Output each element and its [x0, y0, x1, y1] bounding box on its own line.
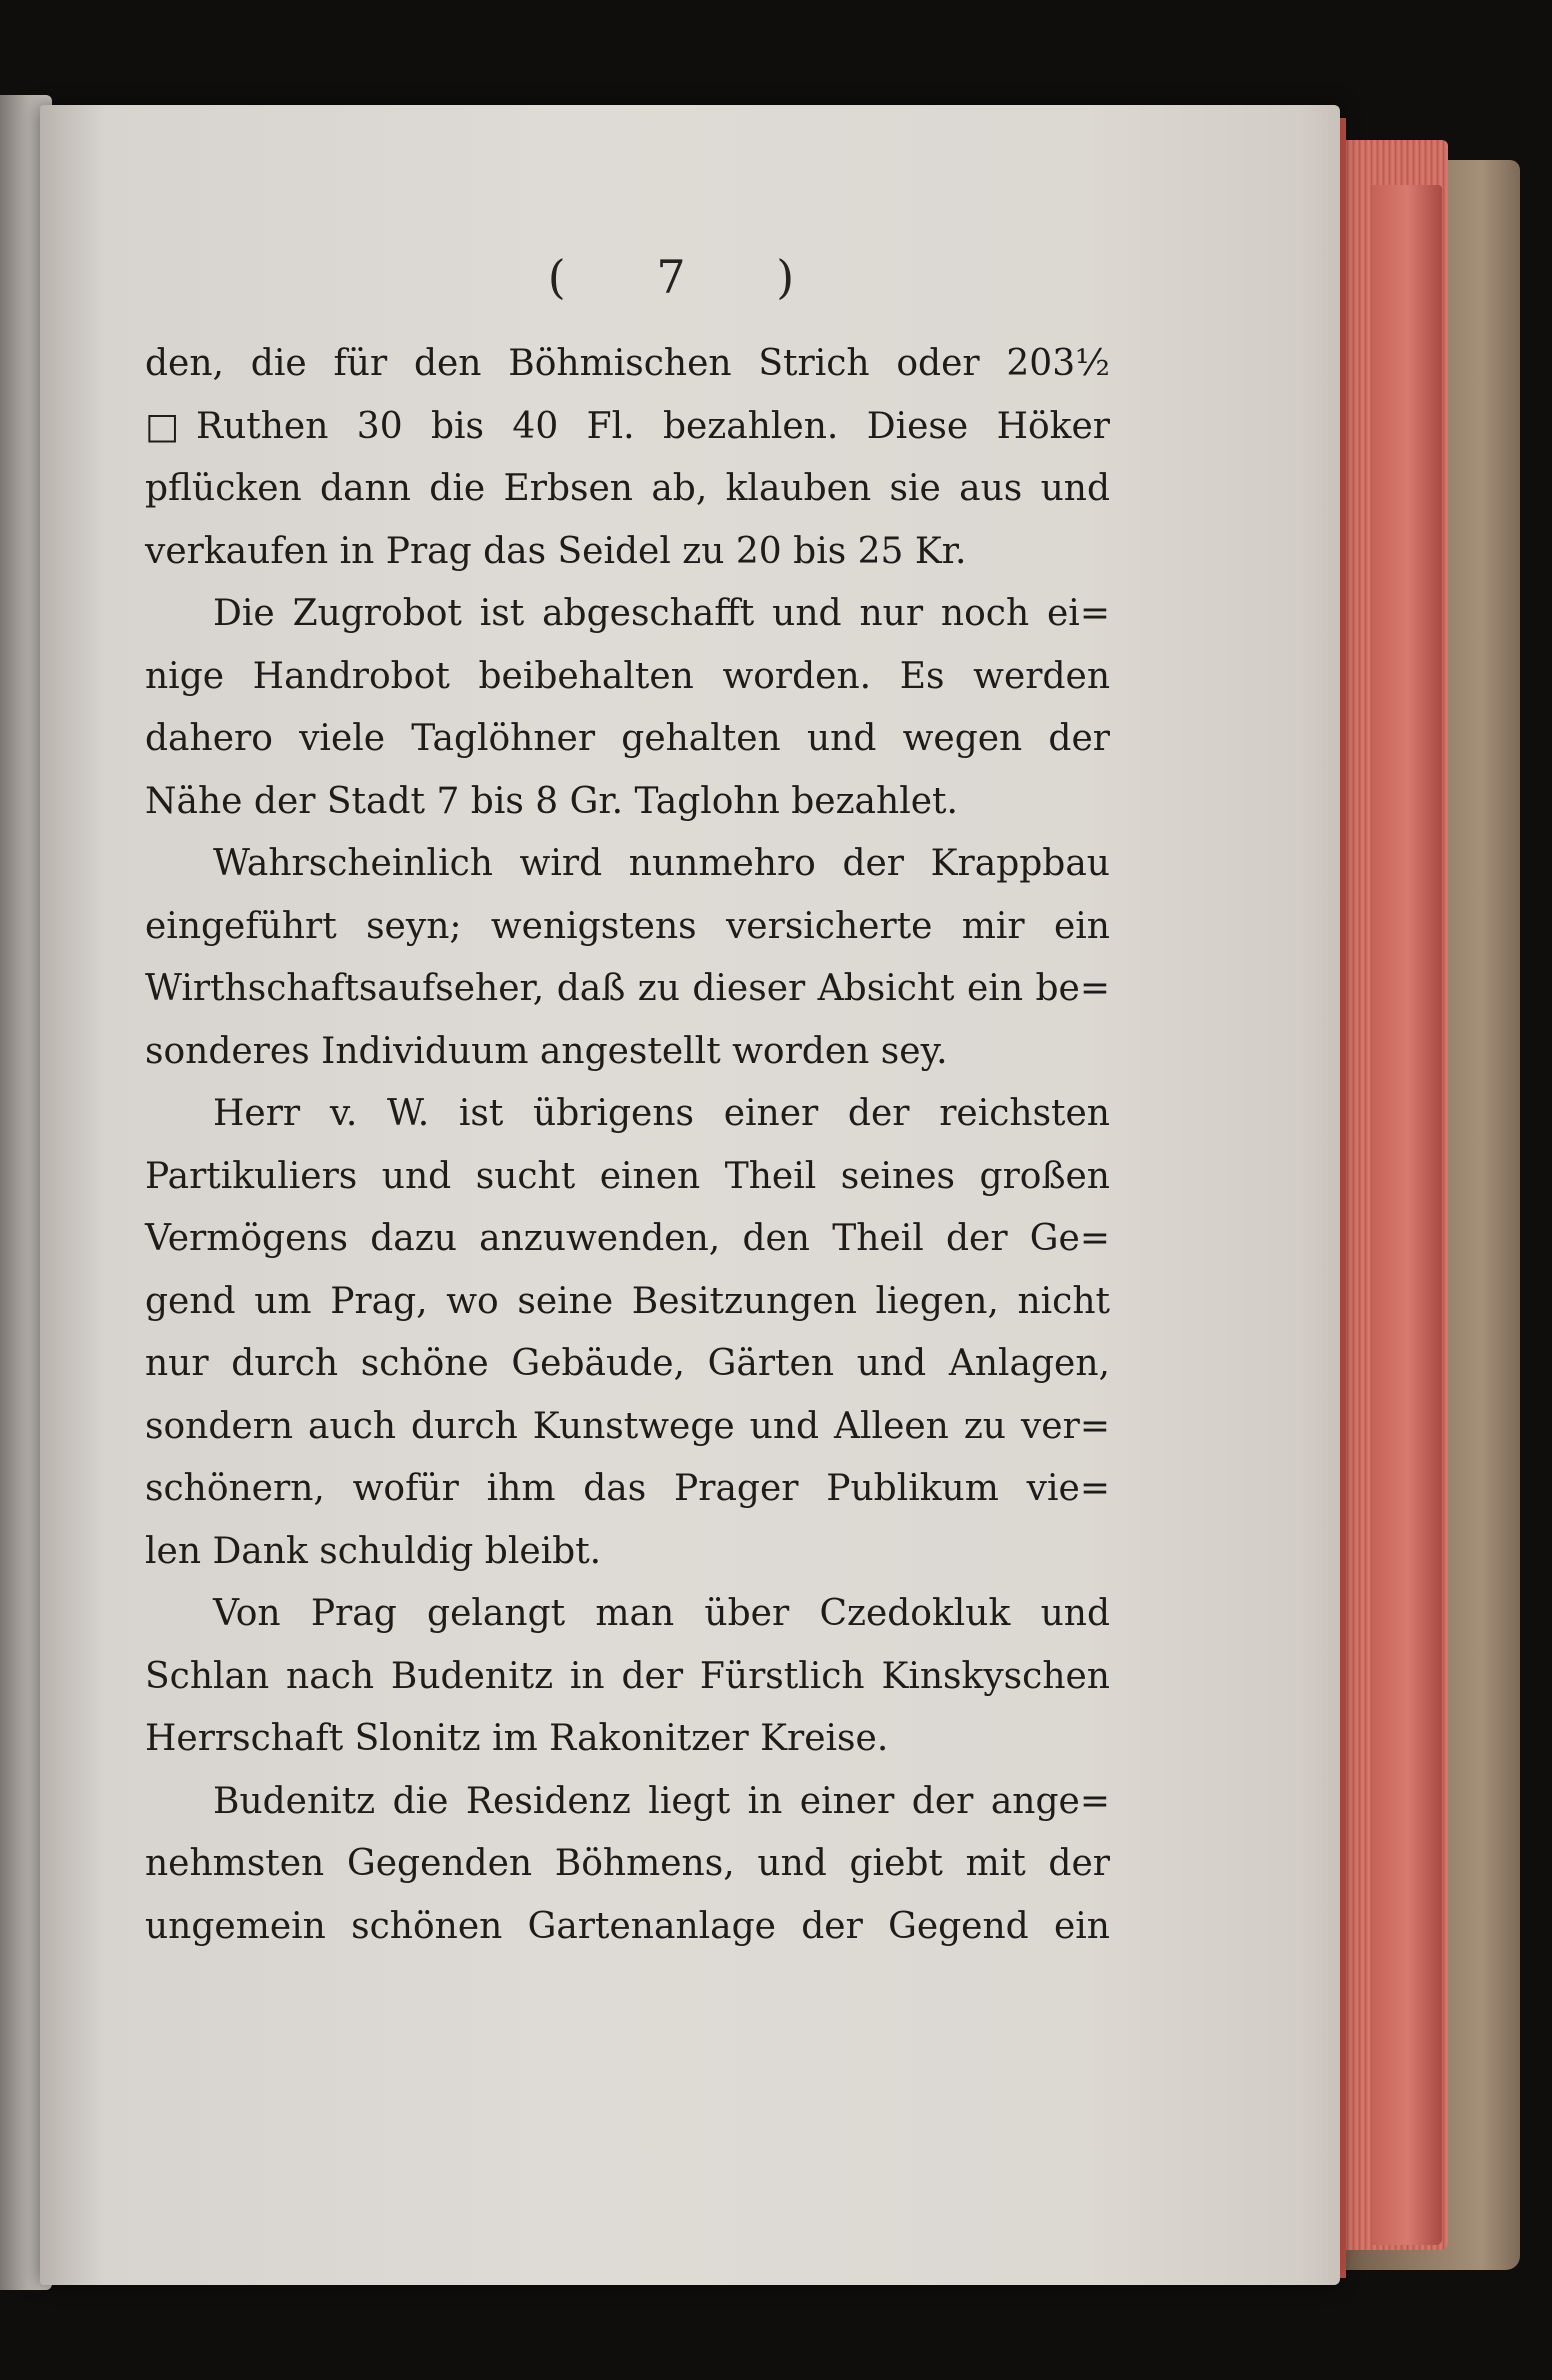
text-line: Herr v. W. ist übrigens einer der reichsten — [213, 1093, 1110, 1134]
text-line: sondern auch durch Kunstwege und Alleen zu ver= — [145, 1405, 1110, 1447]
page-text — [145, 333, 1110, 1958]
text-line: gend um Prag, wo seine Besitzungen liegen, nicht — [145, 1280, 1110, 1322]
text-line: schönern, wofür ihm das Prager Publikum vie= — [145, 1468, 1110, 1509]
text-line: nehmsten Gegenden Böhmens, und giebt mit der — [145, 1843, 1110, 1884]
text-line: Schlan nach Budenitz in der Fürstlich Kinskyschen — [145, 1655, 1110, 1697]
text-line: ungemein schönen Gartenanlage der Gegend ein — [145, 1905, 1110, 1947]
text-line: Budenitz die Residenz liegt in einer der ange= — [213, 1780, 1110, 1822]
red-fore-edge-inner — [1372, 185, 1442, 2245]
text-line: □Ruthen 30 bis 40 Fl. bezahlen. Diese Höker — [145, 405, 1110, 447]
text-line: Vermögens dazu anzuwenden, den Theil der Ge= — [145, 1218, 1110, 1259]
text-line: Nähe der Stadt 7 bis 8 Gr. Taglohn bezahlet. — [145, 780, 958, 822]
book-page — [40, 105, 1340, 2285]
text-line: pflücken dann die Erbsen ab, klauben sie aus und — [145, 468, 1110, 509]
text-line: Wahrscheinlich wird nunmehro der Krappbau — [213, 843, 1110, 884]
text-line: Partikuliers und sucht einen Theil seines großen — [145, 1155, 1110, 1197]
text-line: Wirthschaftsaufseher, daß zu dieser Absicht ein be= — [145, 968, 1110, 1009]
text-line: nur durch schöne Gebäude, Gärten und Anlagen, — [145, 1343, 1110, 1384]
text-line: nige Handrobot beibehalten worden. Es werden — [145, 655, 1110, 697]
text-line: dahero viele Taglöhner gehalten und wegen der — [145, 718, 1110, 759]
text-line: Herrschaft Slonitz im Rakonitzer Kreise. — [145, 1718, 889, 1759]
text-line: verkaufen in Prag das Seidel zu 20 bis 25 Kr. — [145, 530, 967, 572]
text-line: Die Zugrobot ist abgeschafft und nur noch ei= — [213, 593, 1110, 634]
text-line: den, die für den Böhmischen Strich oder 203½ — [145, 343, 1110, 384]
text-line: Von Prag gelangt man über Czedokluk und — [213, 1593, 1110, 1634]
page-number: ( 7 ) — [547, 250, 833, 304]
text-line: eingeführt seyn; wenigstens versicherte mir ein — [145, 905, 1110, 947]
text-line: len Dank schuldig bleibt. — [145, 1530, 602, 1572]
text-line: sonderes Individuum angestellt worden sey. — [145, 1030, 948, 1072]
